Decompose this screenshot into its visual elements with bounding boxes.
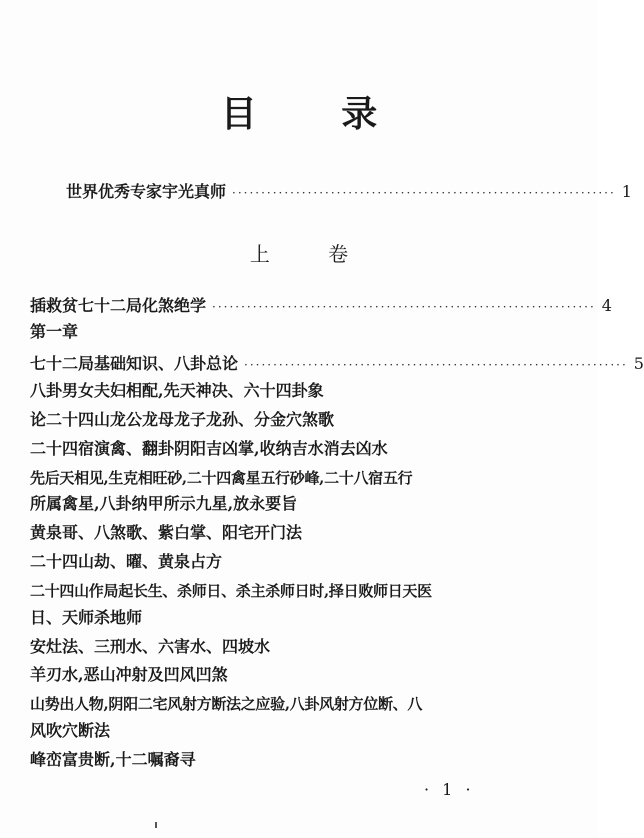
toc-entry-continued: 日、天师杀地师	[30, 608, 143, 627]
toc-chapter-heading: 第一章	[30, 322, 79, 341]
toc-entry: 二十四宿演禽、翻卦阴阳吉凶掌,收纳吉水消去凶水	[30, 439, 388, 458]
toc-entry-page: 5	[633, 354, 644, 373]
toc-entry: 八卦男女夫妇相配,先天神决、六十四卦象	[30, 381, 324, 400]
scan-speck	[155, 822, 157, 828]
toc-entry: 山势出人物,阴阳二宅风射方断法之应验,八卦风射方位断、八	[30, 695, 423, 713]
dot-leader: ··································································	[244, 358, 628, 372]
toc-entry	[30, 292, 612, 320]
toc-entry: 二十四山作局起长生、杀师日、杀主杀师日时,择日败师日天医	[30, 582, 432, 600]
toc-entry: 先后天相见,生克相旺砂,二十四禽星五行砂峰,二十八宿五行	[30, 469, 413, 487]
section-heading: 上 卷	[249, 242, 375, 266]
toc-entry-label: 七十二局基础知识、八卦总论	[30, 354, 239, 373]
toc-entry-label: 插救贫七十二局化煞绝学	[30, 296, 207, 315]
toc-entry	[30, 350, 644, 378]
toc-entry-front-matter	[66, 178, 632, 206]
toc-entry: 羊刃水,恶山冲射及凹风凹煞	[30, 665, 228, 684]
toc-entry: 论二十四山龙公龙母龙子龙孙、分金穴煞歌	[30, 410, 335, 429]
toc-entry-page: 4	[601, 296, 612, 315]
toc-entry-label: 世界优秀专家宇光真师	[66, 182, 227, 201]
dot-leader: ··································································	[212, 300, 596, 314]
page-number: · 1 ·	[424, 780, 475, 799]
toc-entry: 峰峦富贵断,十二嘱裔寻	[30, 750, 196, 769]
toc-entry-continued: 所属禽星,八卦纳甲所示九星,放永要旨	[30, 494, 298, 513]
dot-leader: ··································································	[232, 186, 616, 200]
toc-entry: 安灶法、三刑水、六害水、四坡水	[30, 637, 271, 656]
toc-entry-page: 1	[621, 182, 632, 201]
toc-entry: 二十四山劫、曜、黄泉占方	[30, 552, 223, 571]
page-title: 目 录	[220, 93, 414, 135]
toc-entry-continued: 风吹穴断法	[30, 721, 111, 740]
toc-entry: 黄泉哥、八煞歌、紫白掌、阳宅开门法	[30, 523, 303, 542]
